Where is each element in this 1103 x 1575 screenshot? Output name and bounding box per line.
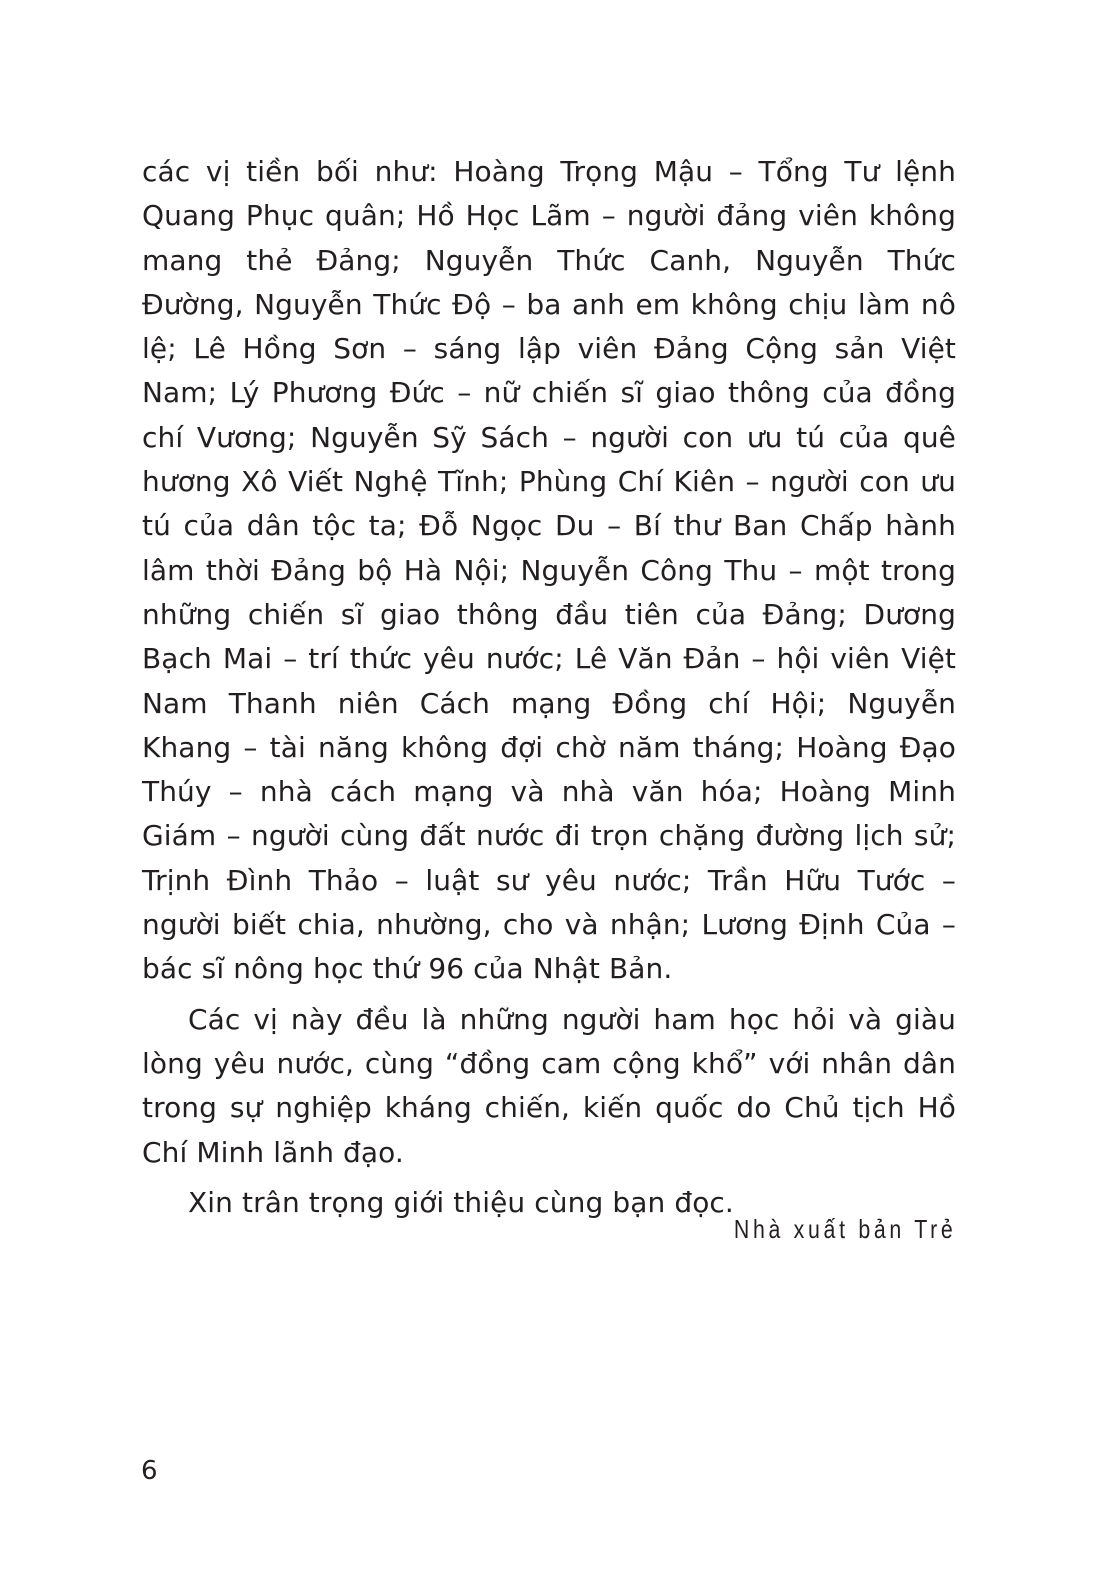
page-number: 6 — [141, 1456, 158, 1486]
body-text — [142, 150, 956, 1225]
publisher-signature: Nhà xuất bản Trẻ — [733, 1214, 956, 1244]
paragraph-predecessors-list: các vị tiền bối như: Hoàng Trọng Mậu – Tổng Tư lệnh Quang Phục quân; Hồ Học Lãm – người đảng viên không mang thẻ Đảng; Nguyễn Thức Canh, Nguyễn Thức Đường, Nguyễn Thức Độ – ba anh em không chịu làm nô lệ; Lê Hồng Sơn – sáng lập viên Đảng Cộng sản Việt Nam; Lý Phương Đức – nữ chiến sĩ giao thông của đồng chí Vương; Nguyễn Sỹ Sách – người con ưu tú của quê hương Xô Viết Nghệ Tĩnh; Phùng Chí Kiên – người con ưu tú của dân tộc ta; Đỗ Ngọc Du – Bí thư Ban Chấp hành lâm thời Đảng bộ Hà Nội; Nguyễn Công Thu – một trong những chiến sĩ giao thông đầu tiên của Đảng; Dương Bạch Mai – trí thức yêu nước; Lê Văn Đản – hội viên Việt Nam Thanh niên Cách mạng Đồng chí Hội; Nguyễn Khang – tài năng không đợi chờ năm tháng; Hoàng Đạo Thúy – nhà cách mạng và nhà văn hóa; Hoàng Minh Giám – người cùng đất nước đi trọn chặng đường lịch sử; Trịnh Đình Thảo – luật sư yêu nước; Trần Hữu Tước – người biết chia, nhường, cho và nhận; Lương Định Của – bác sĩ nông học thứ 96 của Nhật Bản. — [142, 155, 956, 986]
paragraph-introduction: Xin trân trọng giới thiệu cùng bạn đọc. — [188, 1185, 734, 1219]
paragraph-patriotism: Các vị này đều là những người ham học hỏi và giàu lòng yêu nước, cùng “đồng cam cộng khổ” với nhân dân trong sự nghiệp kháng chiến, kiến quốc do Chủ tịch Hồ Chí Minh lãnh đạo. — [142, 1002, 956, 1169]
